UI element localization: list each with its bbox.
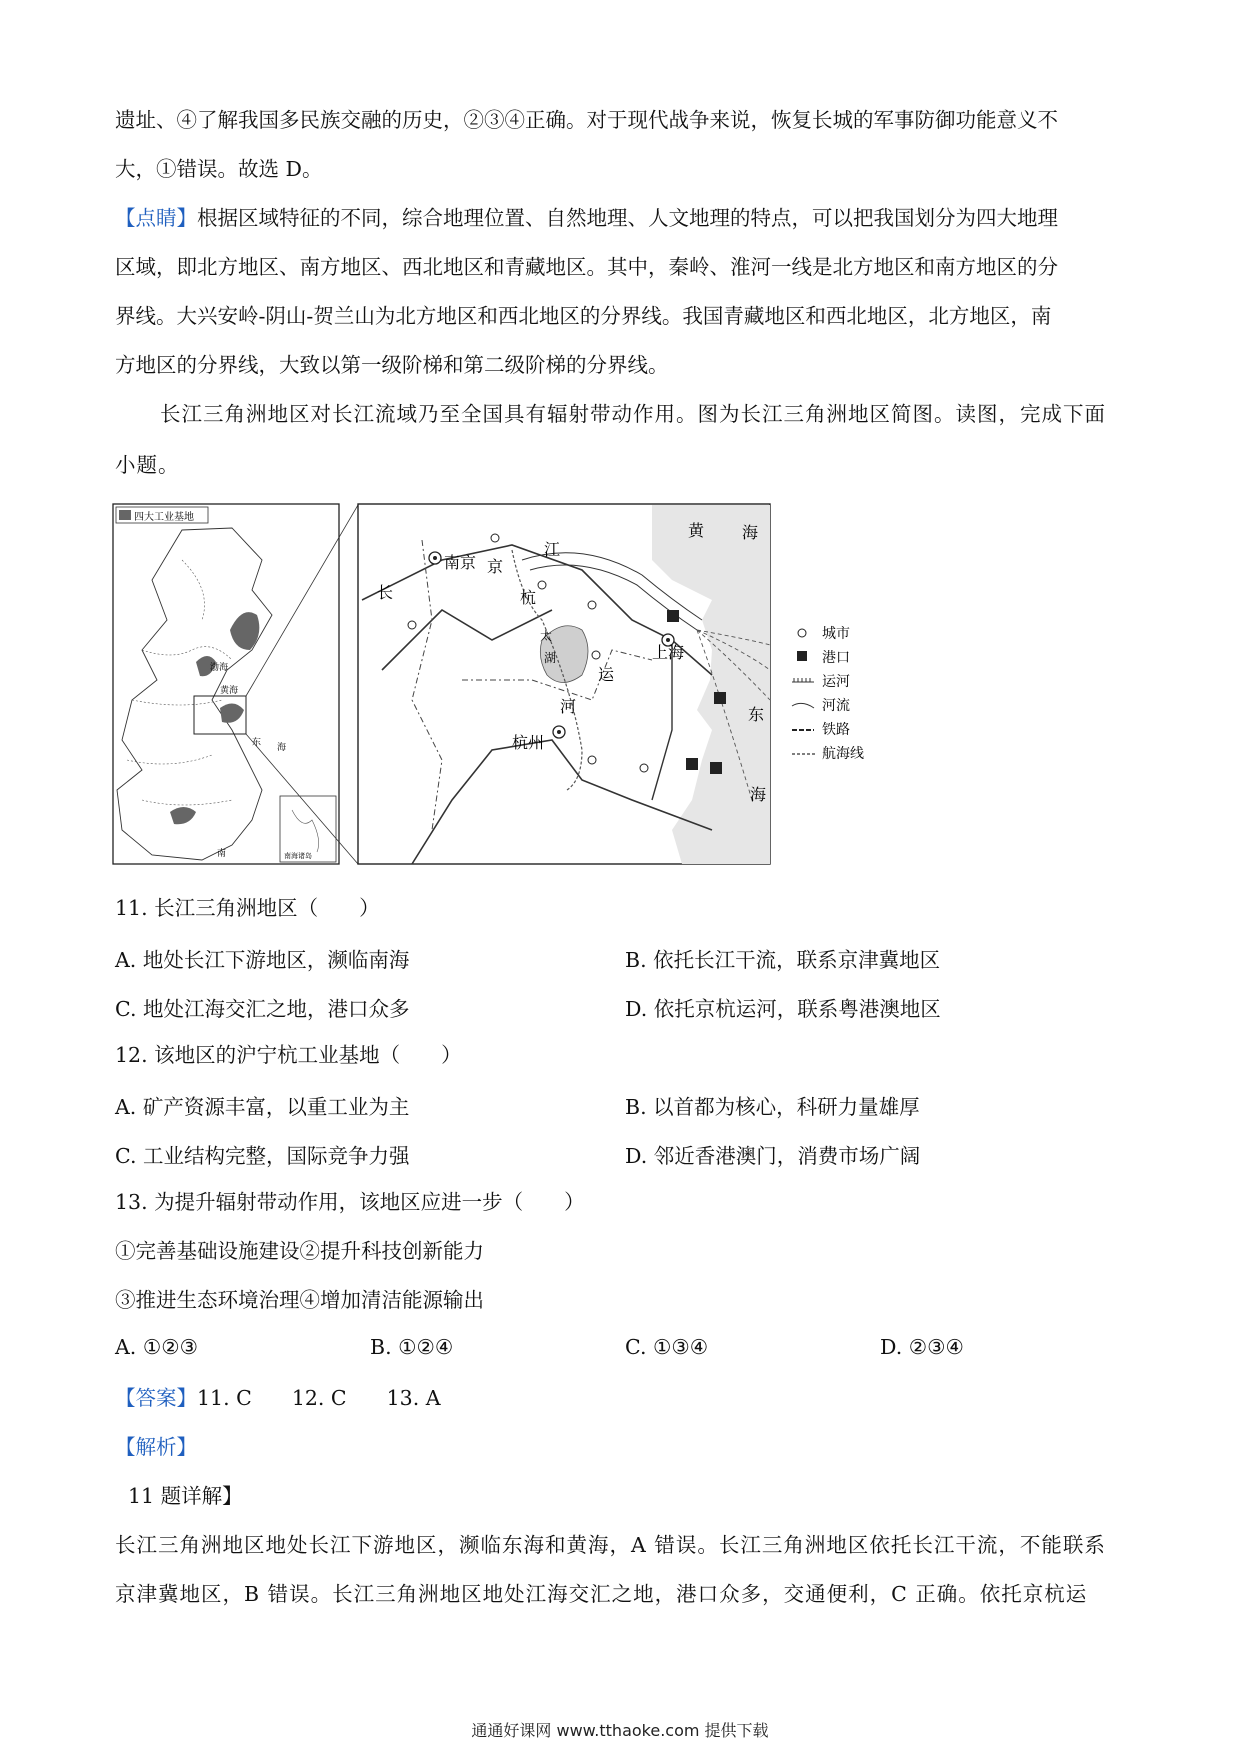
page-footer: 通通好课网 www.tthaoke.com 提供下载 — [471, 1721, 769, 1740]
canal-icon — [792, 678, 814, 682]
answer-tag: 【答案】 — [115, 1386, 197, 1410]
q13-item-line1: ①完善基础设施建设②提升科技创新能力 — [115, 1239, 484, 1263]
inset-map — [113, 504, 339, 864]
q13-option-d: D. ②③④ — [880, 1335, 964, 1359]
q12-option-a: A. 矿产资源丰富，以重工业为主 — [115, 1095, 410, 1119]
q13-option-b: B. ①②④ — [370, 1335, 454, 1359]
legend-city-label: 城市 — [822, 626, 850, 642]
q11-option-d: D. 依托京杭运河，联系粤港澳地区 — [625, 997, 941, 1021]
answer-13: 13. A — [386, 1386, 441, 1410]
label-hang: 杭 — [520, 588, 537, 607]
label-shanghai: 上海 — [652, 643, 685, 662]
q11-option-b: B. 依托长江干流，联系京津冀地区 — [625, 948, 941, 972]
label-hu: 湖 — [544, 651, 557, 665]
q13-option-c: C. ①③④ — [625, 1335, 709, 1359]
q13-stem: 13. 为提升辐射带动作用，该地区应进一步（ ） — [115, 1190, 585, 1214]
intro-line1: 长江三角洲地区对长江流域乃至全国具有辐射带动作用。图为长江三角洲地区简图。读图，完成下面 — [160, 402, 1106, 426]
label-hai1: 海 — [742, 523, 759, 542]
inset-legend-label: 四大工业基地 — [134, 512, 194, 523]
para1-line1: 遗址、④了解我国多民族交融的历史，②③④正确。对于现代战争来说，恢复长城的军事防御功能意义不 — [115, 108, 1058, 132]
inset-bohai: 渤海 — [210, 663, 229, 673]
dianjing-line1 — [115, 204, 1125, 232]
q12-option-d: D. 邻近香港澳门，消费市场广阔 — [625, 1144, 921, 1168]
label-jing: 京 — [487, 557, 504, 576]
q12-option-b: B. 以首都为核心，科研力量雄厚 — [625, 1095, 920, 1119]
dianjing-tag: 【点睛】 — [115, 206, 197, 230]
inset-hai: 海 — [277, 743, 287, 753]
analysis-tag: 【解析】 — [115, 1435, 197, 1459]
port-icon — [797, 651, 807, 661]
dianjing-line2: 区域，即北方地区、南方地区、西北地区和青藏地区。其中，秦岭、淮河一线是北方地区和南方地区的分 — [115, 255, 1058, 279]
river-icon — [792, 703, 814, 708]
legend-railway-label: 铁路 — [822, 722, 850, 738]
answer-11: 11. C — [197, 1386, 252, 1410]
inset-huanghai: 黄海 — [220, 686, 239, 696]
inset-dong: 东 — [252, 738, 262, 748]
q11-option-c: C. 地处江海交汇之地，港口众多 — [115, 997, 410, 1021]
legend-port-label: 港口 — [822, 650, 850, 666]
answer-12: 12. C — [291, 1386, 347, 1410]
legend-canal-label: 运河 — [822, 674, 850, 690]
q13-option-a: A. ①②③ — [115, 1335, 198, 1359]
label-nanjing: 南京 — [444, 553, 477, 572]
q11-stem: 11. 长江三角洲地区（ ） — [115, 896, 380, 920]
map-figure — [112, 500, 992, 870]
label-dong: 东 — [748, 705, 765, 724]
analysis-subheading: 11 题详解】 — [128, 1484, 243, 1508]
q12-stem: 12. 该地区的沪宁杭工业基地（ ） — [115, 1043, 462, 1067]
q13-item-line2: ③推进生态环境治理④增加清洁能源输出 — [115, 1288, 484, 1312]
main-map — [358, 504, 770, 864]
para1-line2: 大，①错误。故选 D。 — [115, 157, 323, 181]
label-yun: 运 — [598, 665, 615, 684]
label-huang: 黄 — [688, 521, 705, 540]
inset-zhudao: 南海诸岛 — [284, 852, 312, 860]
q11-option-a: A. 地处长江下游地区，濒临南海 — [115, 948, 410, 972]
map-legend — [792, 626, 864, 762]
dianjing-line4: 方地区的分界线，大致以第一级阶梯和第二级阶梯的分界线。 — [115, 353, 669, 377]
intro-line2: 小题。 — [115, 453, 180, 477]
analysis-line1: 长江三角洲地区地处长江下游地区，濒临东海和黄海，A 错误。长江三角洲地区依托长江干流，不能联系 — [115, 1533, 1106, 1557]
label-tai: 太 — [540, 629, 553, 643]
inset-nan: 南 — [217, 849, 227, 859]
legend-river-label: 河流 — [822, 698, 850, 714]
dianjing-text1: 根据区域特征的不同，综合地理位置、自然地理、人文地理的特点，可以把我国划分为四大地理 — [197, 206, 1058, 230]
dianjing-line3: 界线。大兴安岭-阴山-贺兰山为北方地区和西北地区的分界线。我国青藏地区和西北地区，北方地区，南 — [115, 304, 1052, 328]
label-hai2: 海 — [750, 785, 767, 804]
label-chang: 长 — [377, 583, 394, 602]
q12-option-c: C. 工业结构完整，国际竞争力强 — [115, 1144, 410, 1168]
answer-line — [115, 1384, 1125, 1412]
label-jiang: 江 — [544, 540, 561, 559]
label-hangzhou: 杭州 — [512, 733, 545, 752]
label-he: 河 — [560, 697, 577, 716]
analysis-line2: 京津冀地区，B 错误。长江三角洲地区地处江海交汇之地，港口众多，交通便利，C 正确。依托京杭运 — [115, 1582, 1088, 1606]
city-icon — [798, 629, 806, 637]
legend-searoute-label: 航海线 — [822, 746, 864, 762]
